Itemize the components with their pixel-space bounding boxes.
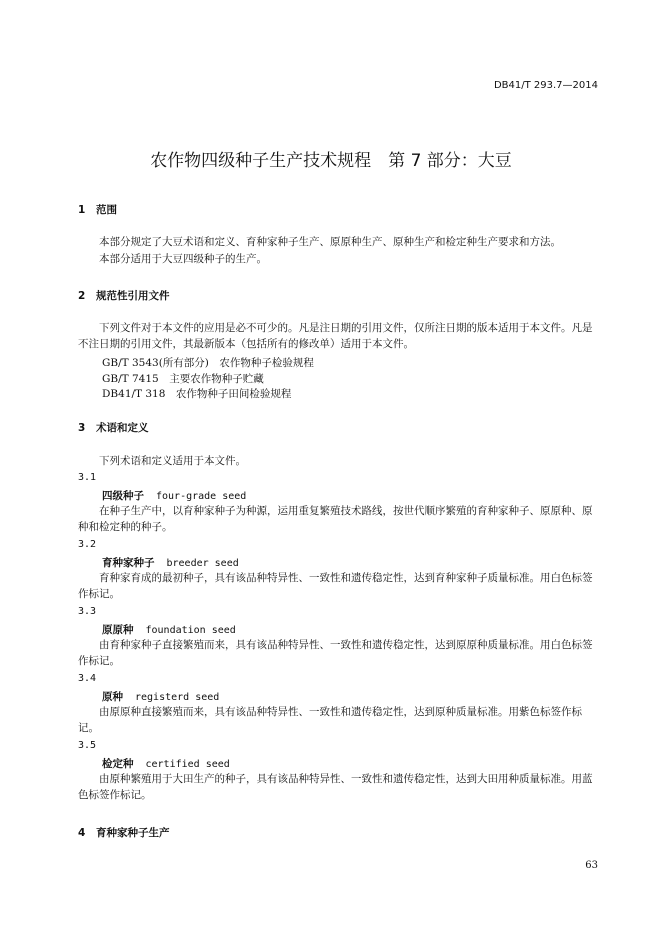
term-entry — [102, 622, 236, 637]
term-definition: 由原种繁殖用于大田生产的种子，具有该品种特异性、一致性和遗传稳定性，达到大田用种质量标准。用蓝色标签作标记。 — [78, 773, 593, 801]
document-title: 农作物四级种子生产技术规程 第 7 部分：大豆 — [150, 151, 512, 171]
section-number: 3 — [78, 422, 86, 434]
subclause-number: 3.1 — [78, 472, 97, 483]
paragraph: 下列文件对于本文件的应用是必不可少的。凡是注日期的引用文件，仅所注日期的版本适用于本文件。凡是不注日期的引用文件，其最新版本（包括所有的修改单）适用于本文件。 — [78, 322, 593, 350]
reference-item: DB41/T 318 农作物种子田间检验规程 — [102, 388, 292, 400]
reference-item: GB/T 3543(所有部分) 农作物种子检验规程 — [102, 357, 314, 369]
term-en: registerd seed — [135, 692, 220, 703]
section-title: 术语和定义 — [96, 422, 149, 434]
subclause-number: 3.3 — [78, 606, 97, 617]
section-4-heading — [78, 825, 170, 840]
section-number: 2 — [78, 290, 86, 302]
term-en: foundation seed — [145, 625, 236, 636]
section-1-heading — [78, 202, 117, 217]
term-zh: 检定种 — [102, 758, 134, 770]
section-3-heading — [78, 420, 149, 435]
paragraph: 下列术语和定义适用于本文件。 — [99, 455, 246, 467]
section-title: 范围 — [96, 204, 117, 216]
term-entry — [102, 756, 230, 771]
section-title: 规范性引用文件 — [96, 290, 170, 302]
term-zh: 育种家种子 — [102, 557, 155, 569]
term-definition: 由原原种直接繁殖而来，具有该品种特异性、一致性和遗传稳定性，达到原种质量标准。用紫色标签作标记。 — [78, 706, 582, 734]
standard-code: DB41/T 293.7—2014 — [493, 80, 598, 91]
paragraph: 本部分规定了大豆术语和定义、育种家种子生产、原原种生产、原种生产和检定种生产要求和方法。 — [99, 236, 561, 248]
term-zh: 原原种 — [102, 624, 134, 636]
paragraph: 本部分适用于大豆四级种子的生产。 — [99, 253, 267, 265]
term-zh: 四级种子 — [102, 490, 144, 502]
term-entry — [102, 488, 246, 503]
subclause-number: 3.4 — [78, 673, 97, 684]
term-en: breeder seed — [166, 558, 239, 569]
term-en: certified seed — [145, 759, 230, 770]
subclause-number: 3.5 — [78, 740, 97, 751]
term-entry — [102, 555, 239, 570]
subclause-number: 3.2 — [78, 539, 97, 550]
term-definition: 育种家育成的最初种子，具有该品种特异性、一致性和遗传稳定性，达到育种家种子质量标准。用白色标签作标记。 — [78, 572, 593, 600]
reference-item: GB/T 7415 主要农作物种子贮藏 — [102, 373, 264, 385]
page-number: 63 — [585, 860, 598, 871]
section-title: 育种家种子生产 — [96, 827, 170, 839]
term-definition: 在种子生产中，以育种家种子为种源，运用重复繁殖技术路线，按世代顺序繁殖的育种家种子、原原种、原种和检定种的种子。 — [78, 505, 593, 533]
section-number: 1 — [78, 204, 86, 216]
term-entry — [102, 689, 219, 704]
term-zh: 原种 — [102, 691, 123, 703]
section-2-heading — [78, 288, 170, 303]
term-en: four-grade seed — [156, 491, 247, 502]
term-definition: 由育种家种子直接繁殖而来，具有该品种特异性、一致性和遗传稳定性，达到原原种质量标准。用白色标签作标记。 — [78, 639, 593, 667]
section-number: 4 — [78, 827, 86, 839]
